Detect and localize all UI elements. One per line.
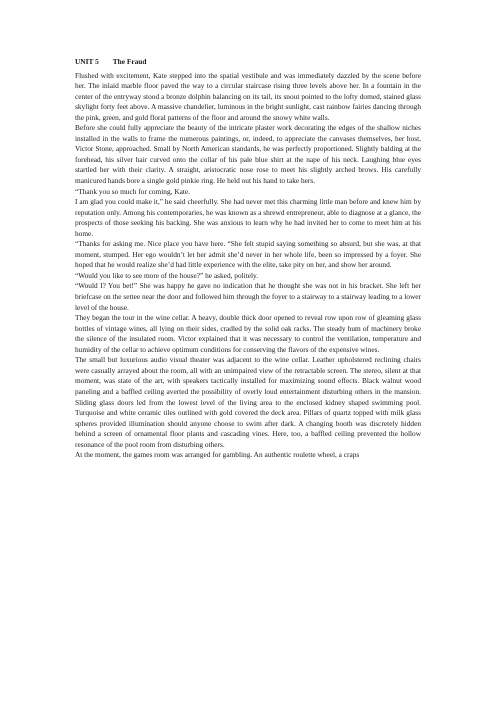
paragraph: “Would I? You bet!” She was happy he gave no indication that he thought she was not in his bracket. She left her briefcase on the settee near the door and followed him through the foyer to a stairway to a stairway leading to a lower level of the house. [75, 281, 421, 312]
paragraph: They began the tour in the wine cellar. A heavy, double thick door opened to reveal row upon row of gleaming glass bottles of vintage wines, all lying on their sides, cradled by the solid oak racks. The steady hum of machinery broke the silence of the insulated room. Victor explained that it was necessary to control the ventilation, temperature and humidity of the cellar to achieve optimum conditions for conserving the flavors of the expensive wines. [75, 313, 421, 354]
paragraph: “Would you like to see more of the house?” he asked, politely. [75, 270, 259, 280]
document-page [75, 57, 421, 461]
paragraph: “Thank you so much for coming, Kate. [75, 186, 191, 196]
paragraph: The small but luxurious audio visual theater was adjacent to the wine cellar. Leather upholstered reclining chairs were casually arrayed about the room, all with an unimpaired view of the retractable screen. The stereo, silent at that moment, was state of the art, with speakers tactically installed for maximizing sound effects. Black walnut wood paneling and a baffled ceiling averted the possibility of overly loud entertainment disturbing others in the mansion. Sliding glass doors led from the lowest level of the living area to the enclosed kidney shaped swimming pool. Turquoise and white ceramic tiles outlined with gold covered the deck area. Pillars of quartz topped with milk glass spheres provided illumination should anyone choose to swim after dark. A changing booth was discretely hidden behind a screen of ornamental floor plants and cascading vines. Here, too, a baffled ceiling prevented the hollow resonance of the pool room from disturbing others. [75, 355, 421, 449]
unit-heading [75, 57, 421, 68]
unit-label: UNIT 5 [75, 57, 99, 66]
paragraph: Before she could fully appreciate the beauty of the intricate plaster work decorating the edges of the shallow niches installed in the walls to frame the numerous paintings, or, indeed, to appreciate the canvases themselves, her host, Victor Stone, approached. Small by North American standards, he was perfectly proportioned. Slightly balding at the forehead, his silver hair curved onto the collar of his pale blue shirt at the nape of his neck. Laughing blue eyes startled her with their clarity. A straight, aristocratic nose rose to meet his slightly arched brows. His carefully manicured hands bore a single gold pinkie ring. He held out his hand to take hers. [75, 123, 421, 186]
paragraph: Flushed with excitement, Kate stepped into the spatial vestibule and was immediately dazzled by the scene before her. The inlaid marble floor paved the way to a circular staircase rising three levels above her. In a fountain in the center of the entryway stood a bronze dolphin balancing on its tail, its snout pointed to the lofty domed, stained glass skylight forty feet above. A massive chandelier, luminous in the bright sunlight, cast rainbow fairies dancing through the pink, green, and gold floral patterns of the floor and around the snowy white walls. [75, 70, 421, 122]
paragraph: “Thanks for asking me. Nice place you have here. “She felt stupid saying something so absurd, but she was, at that moment, stumped. Her ego wouldn’t let her admit she’d never in her whole life, been so impressed by a foyer. She hoped that he would realize she’d had little experience with the elite, take pity on her, and show her around. [75, 239, 421, 270]
paragraph: At the moment, the games room was arranged for gambling. An authentic roulette wheel, a craps [75, 450, 360, 460]
document-title: The Fraud [112, 57, 147, 66]
paragraph: I am glad you could make it,” he said cheerfully. She had never met this charming little man before and knew him by reputation only. Among his contemporaries, he was known as a shrewd entrepreneur, able to diagnose at a glance, the prospects of those seeking his backing. She was anxious to learn why he had invited her to come to meet him at his home. [75, 197, 421, 238]
